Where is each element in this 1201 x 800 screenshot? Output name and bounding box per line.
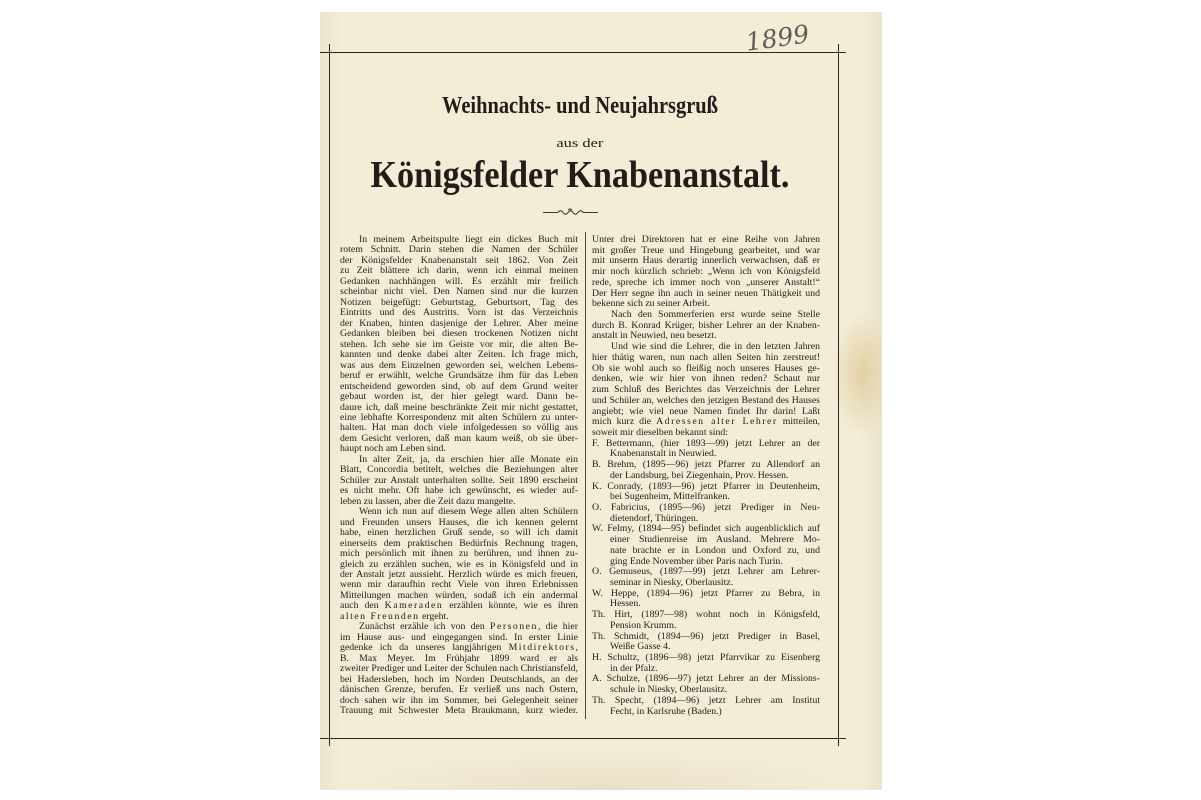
teacher-entry — [592, 567, 820, 588]
text-run: auch den — [340, 600, 385, 612]
spaced-emphasis: Personen — [490, 621, 538, 633]
line-text: Ob sie wohl auch so fleißig noch unseres Hauses ge- — [592, 362, 820, 374]
line-text: seminar in Niesky, Oberlausitz. — [610, 577, 734, 588]
line-text: dem Gesicht verloren, daß man kaum weiß, ob sie über- — [340, 432, 578, 444]
institution-row — [326, 154, 834, 196]
handwritten-year: 1899 — [743, 19, 811, 57]
line-text: es nicht mehr. Oft habe ich gewünscht, es wieder auf- — [340, 485, 578, 497]
paragraph — [592, 235, 820, 310]
text-run: erzählen könnte, wie es ihren — [443, 600, 578, 612]
line-text: Weiße Gasse 4. — [610, 641, 671, 653]
teacher-entry — [592, 653, 820, 674]
line-text: entscheidend geworden sind, ob auf dem Grund weiter — [340, 380, 578, 392]
line-text: durch B. Konrad Krüger, bisher Lehrer an der Knaben- — [592, 319, 820, 331]
spaced-emphasis: alten Freunden — [340, 610, 420, 622]
line-text: Wenn ich nun auf diesem Wege allen alten Schülern — [359, 506, 578, 518]
paragraph — [340, 622, 578, 716]
line-text: der Landsburg, bei Ziegenhain, Prov. Hessen. — [610, 469, 789, 481]
line-text: dietendorf, Thüringen. — [610, 512, 699, 524]
text-run: ergeht. — [419, 610, 449, 622]
line-text: einerseits dem praktischen Bedürfnis Rechnung tragen, — [340, 537, 578, 549]
teacher-entry — [592, 674, 820, 695]
line-text: W. Felmy, (1894—95) befindet sich augenblicklich auf — [592, 523, 820, 535]
line-text: Blatt, Concordia betitelt, welches die Beziehungen alter — [340, 464, 578, 476]
line-text: dänischen Grenze, berufen. Er verließ uns nach Ostern, — [340, 684, 578, 696]
text-run: , die hier — [537, 621, 578, 633]
line-text: anstalt in Neuwied, neu besetzt. — [592, 330, 717, 342]
paragraph — [592, 342, 820, 438]
spaced-emphasis: Mitdirektors — [508, 642, 576, 654]
line-text: nate brachte er in London und Oxford zu, und — [610, 544, 820, 556]
line-text: Und wie sind die Lehrer, die in den letzten Jahren — [611, 341, 820, 353]
line-text: kannten und denke dabei alter Zeiten. Ich frage mich, — [340, 349, 578, 361]
line-text: Mitteilungen machen würden, sodaß ich ein andermal — [340, 589, 578, 601]
line-text: einer Studienreise im Ausland. Mehrere Mo- — [610, 534, 820, 546]
teacher-entry — [592, 503, 820, 524]
line-text: hier thätig waren, nun nach allen Seiten hin zerstreut! — [592, 351, 820, 363]
line-text: F. Bettermann, (hier 1893—99) jetzt Lehrer an der — [592, 437, 820, 449]
line-text: Trauung mit Schwester Meta Braukmann, kurz wieder. — [340, 705, 578, 717]
ornament-divider — [543, 209, 598, 214]
line-text: daure ich, daß meine beschränkte Zeit mir nicht gestattet, — [340, 401, 578, 413]
subtitle-row — [326, 136, 834, 150]
line-text: Hessen. — [610, 598, 641, 610]
line-text: eine lebhafte Korrespondenz mit alten Schülern zu unter- — [340, 411, 578, 423]
line-text: W. Heppe, (1894—96) jetzt Pfarrer zu Bebra, in — [592, 587, 820, 599]
line-text: K. Conrady, (1893—96) jetzt Pfarrer in Deutenheim, — [592, 480, 820, 492]
line-text: In meinem Arbeitspulte liegt ein dickes Buch mit — [359, 234, 578, 245]
line-text: Schüler zur Anstalt unterhalten sollte. Seit 1890 erscheint — [340, 474, 578, 486]
title-row — [326, 92, 834, 120]
line-text: stehen. Ich sehe sie im Geiste vor mir, die alten Be- — [340, 338, 578, 350]
line-text: gebaut worden ist, der hier gelegt ward. Dann be- — [340, 391, 578, 403]
teacher-entry — [592, 460, 820, 481]
line-text: rede, spreche ich immer noch von „unserer Anstalt!“ — [592, 276, 820, 288]
line-text: Der Herr segne ihn auch in seiner neuen Thätigkeit und — [592, 287, 820, 299]
line-text: haupt noch am Leben sind. — [340, 443, 446, 455]
line-text — [340, 611, 449, 622]
line-text: gleich zu erzählen suchen, wie es in Königsfeld und in — [340, 558, 578, 570]
teacher-entry — [592, 482, 820, 503]
line-text: habe, einen herzlichen Gruß sende, so will ich damit — [340, 527, 578, 539]
spaced-emphasis: Adressen alter Lehrer — [656, 416, 778, 428]
right-column — [592, 235, 820, 717]
line-text — [592, 416, 820, 427]
column-divider — [585, 232, 586, 719]
line-text: B. Brehm, (1895—96) jetzt Pfarrer zu Allendorf an — [592, 459, 820, 471]
line-text: leben zu lassen, aber die Zeit dazu mangelte. — [340, 495, 516, 507]
line-text: Unter drei Direktoren hat er eine Reihe von Jahren — [592, 234, 820, 245]
line-text: bei Hadersleben, hoch im Norden Deutschlands, an der — [340, 673, 578, 685]
text-line — [592, 707, 820, 718]
line-text: Knabenanstalt in Neuwied. — [610, 448, 717, 460]
text-line — [340, 706, 578, 716]
title: Weihnachts- und Neujahrsgruß — [441, 93, 718, 119]
line-text: O. Gemuseus, (1897—99) jetzt Lehrer am Lehrer- — [592, 566, 820, 578]
line-text: der Anstalt jetzt aussieht. Herzlich würde es mich freuen, — [340, 569, 578, 580]
line-text: Notizen beigefügt: Geburtstag, Geburtsort, Tag des — [340, 296, 578, 308]
line-text: bei Sugenheim, Mittelfranken. — [610, 491, 730, 503]
line-text: B. Max Meyer. Im Frühjahr 1899 ward er als — [340, 652, 578, 664]
line-text: Nach den Sommerferien erst wurde seine Stelle — [611, 309, 820, 321]
line-text: der Knaben, hinten dasjenige der Lehrer. Aber meine — [340, 317, 578, 329]
teacher-entry — [592, 439, 820, 460]
line-text: in der Pfalz. — [610, 662, 658, 674]
line-text — [340, 600, 578, 611]
line-text: doch sahen wir ihn im Sommer, bei Gelegenheit seiner — [340, 694, 578, 706]
line-text: was aus dem Einzelnen geworden sei, welchen Lebens- — [340, 359, 578, 371]
line-text: Th. Schmidt, (1894—96) jetzt Prediger in Basel, — [592, 630, 820, 642]
line-text: H. Schultz, (1896—98) jetzt Pfarrvikar zu Eisenberg — [592, 652, 820, 664]
line-text: soweit mir dieselben bekannt sind: — [592, 426, 729, 438]
line-text: ging Ende November über Paris nach Turin. — [610, 555, 783, 567]
text-run: mich kurz die — [592, 416, 657, 428]
line-text: der Königsfelder Knabenanstalt seit 1862. Von Zeit — [340, 254, 578, 266]
line-text: Fecht, in Karlsruhe (Baden.) — [610, 705, 722, 717]
text-run: mitteilen, — [777, 416, 820, 428]
line-text: Pension Krumm. — [610, 619, 677, 631]
line-text: und Schüler an, welches den jetzigen Bestand des Hauses — [592, 394, 820, 406]
line-text: A. Schulze, (1896—97) jetzt Lehrer an der Missions- — [592, 673, 820, 685]
line-text: Gedanken nachhängen will. Es erzählt mir freilich — [340, 275, 578, 287]
line-text: In alter Zeit, ja, da erschien hier alle Monate ein — [359, 453, 578, 465]
paragraph — [592, 310, 820, 342]
teacher-entry — [592, 696, 820, 717]
text-run: , — [575, 642, 578, 654]
line-text: angiebt; wie viel neue Namen findet Ihr darin! Laßt — [592, 405, 820, 417]
line-text: zu Zeit blättere ich darin, wenn ich einmal meinen — [340, 265, 578, 277]
left-column — [340, 235, 578, 717]
text-run: gedenke ich da unseres langjährigen — [340, 642, 509, 654]
line-text: zum Schluß des Berichtes das Verzeichnis der Lehrer — [592, 384, 820, 396]
text-run: Zunächst erzähle ich von den — [359, 621, 491, 633]
line-text — [340, 642, 578, 653]
line-text: rotem Schnitt. Darin stehen die Namen der Schüler — [340, 244, 578, 256]
line-text: Eintritts und des Austritts. Vorn ist das Verzeichnis — [340, 307, 578, 319]
line-text: Gedanken bleiben bei diesen trockenen Notizen nicht — [340, 328, 578, 340]
line-text: O. Fabricius, (1895—96) jetzt Prediger in Neu- — [592, 501, 820, 513]
line-text: wenn mir daraufhin recht Viele von ihren Erlebnissen — [340, 579, 578, 591]
paragraph — [340, 507, 578, 622]
line-text: halten. Hat man doch viele infolgedessen so völlig aus — [340, 422, 578, 434]
line-text: mich persönlich mit ihnen zu berühren, und ihnen zu- — [340, 548, 578, 560]
line-text: Th. Specht, (1894—96) jetzt Lehrer am Institut — [592, 694, 820, 706]
line-text: beruf er erwählt, welche Grundsätze ihm für das Leben — [340, 370, 578, 382]
line-text: und Freunden unsers Hauses, die ich kennen gelernt — [340, 516, 578, 528]
teacher-entry — [592, 632, 820, 653]
institution-name: Königsfelder Knabenanstalt. — [370, 154, 790, 196]
teacher-entry — [592, 524, 820, 567]
spaced-emphasis: Kameraden — [384, 600, 444, 612]
line-text: denken, wie wir hier von ihnen reden? Schaut nur — [592, 373, 820, 385]
paragraph — [340, 455, 578, 507]
line-text: Th. Hirt, (1897—98) wohnt noch in Königsfeld, — [592, 609, 820, 621]
line-text: im Hause aus- und eingegangen sind. In erster Linie — [340, 631, 578, 643]
teacher-entry — [592, 610, 820, 631]
line-text: mit großer Treue und Hingebung gearbeitet, und war — [592, 244, 820, 256]
paragraph — [340, 235, 578, 455]
line-text: mir noch kürzlich schrieb: „Wenn ich von Königsfeld — [592, 266, 820, 278]
teacher-entry — [592, 589, 820, 610]
line-text: mit unserm Haus derartig innerlich verwachsen, daß er — [592, 255, 820, 267]
subtitle: aus der — [556, 136, 604, 150]
line-text: scheinbar nicht viel. Den Namen sind nur die kurzen — [340, 286, 578, 298]
line-text — [359, 621, 578, 632]
line-text: zweiter Prediger und Leiter der Schulen nach Christiansfeld, — [340, 663, 578, 675]
line-text: bekenne sich zu seiner Arbeit. — [592, 298, 710, 310]
line-text: schule in Niesky, Oberlausitz. — [610, 684, 728, 696]
